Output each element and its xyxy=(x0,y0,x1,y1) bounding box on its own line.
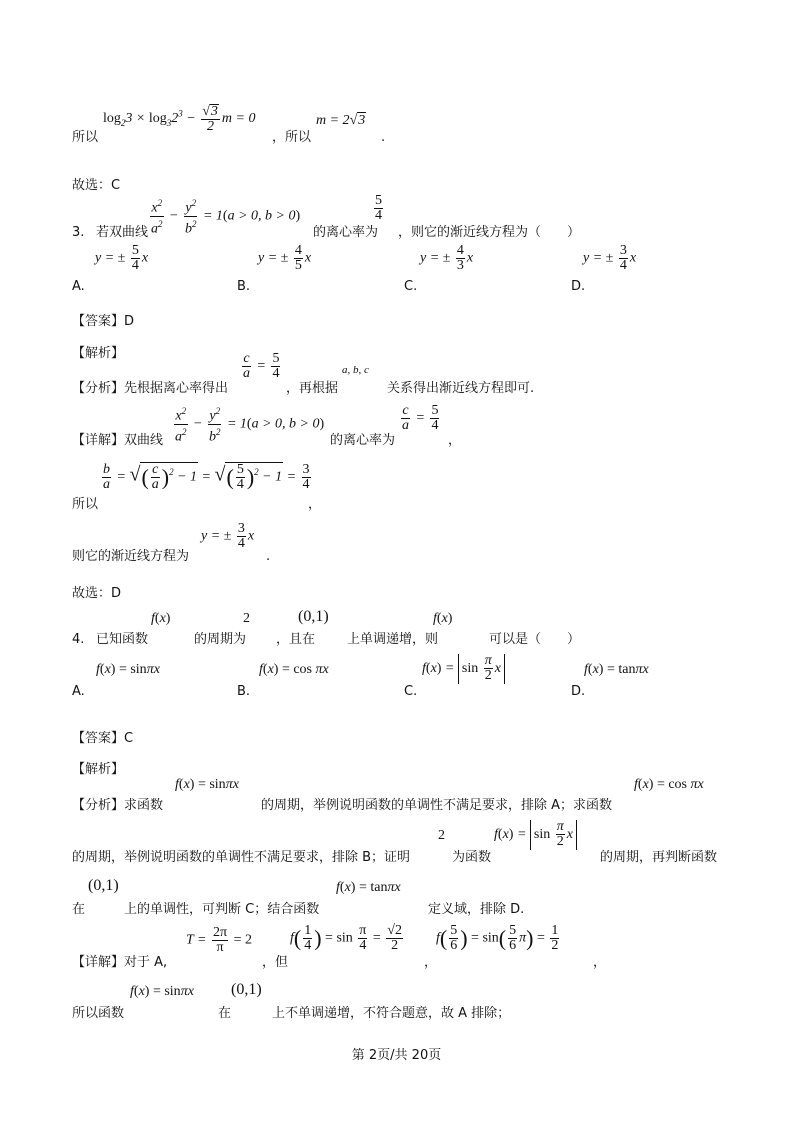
formula-sin-pix: f(x) = sinπx xyxy=(130,984,194,999)
option-label: D. xyxy=(571,279,586,294)
text-line: 【详解】对于 A, xyxy=(72,955,168,970)
formula-hyperbola: $\frac{x^2}{a^2}$ − $\frac{y^2}{b^2}$ = 1(a > 0, b > 0) xyxy=(151,198,301,237)
formula-c-over-a: $\frac{c}{a}$ = $\frac{5}{4}$ xyxy=(243,351,280,381)
text-line: ，且在 xyxy=(276,632,316,647)
formula-hyperbola: $\frac{x^2}{a^2}$ − $\frac{y^2}{b^2}$ = 1(a > 0, b > 0) xyxy=(175,406,325,445)
formula-abs-sin: f(x) = sin $\frac{\pi}{2}$ x xyxy=(494,820,577,850)
option-label: B. xyxy=(237,279,251,294)
formula-f-quarter: f( $\frac{1}{4}$ ) = sin $\frac{\pi}{4}$ = $\frac{√2}{2}$ xyxy=(290,923,402,953)
formula-m-value: m = 2√3 xyxy=(316,113,366,128)
formula-cos-pix: f(x) = cos πx xyxy=(634,777,704,792)
text-line: ， xyxy=(448,433,462,448)
formula-tan-pix: f(x) = tanπx xyxy=(336,880,401,895)
text-line: ，再根据 xyxy=(286,381,339,396)
formula-log-equation: $\log_23 \times \log_32^3$ − $\frac{√3}{2}$ m = 0 xyxy=(103,104,256,134)
question-number: 4. xyxy=(72,632,85,647)
option-formula-a: y = ± $\frac{5}{4}$ x xyxy=(95,243,149,273)
text-line: 的周期，举例说明函数的单调性不满足要求，排除 B；证明 xyxy=(72,850,411,865)
option-formula-d: f(x) = tanπx xyxy=(584,662,649,677)
analysis-heading: 【解析】 xyxy=(72,346,125,361)
option-formula-a: f(x) = sinπx xyxy=(96,662,160,677)
text-line: ， xyxy=(424,955,438,970)
formula-period-t: T = $\frac{2\pi}{\pi}$ = 2 xyxy=(186,925,252,955)
text-line: 为函数 xyxy=(452,850,492,865)
text-line: 的离心率为 xyxy=(330,433,396,448)
formula-asymptote: y = ± $\frac{3}{4}$ x xyxy=(201,521,255,551)
text-line: 若双曲线 xyxy=(96,225,149,240)
option-label: B. xyxy=(237,684,251,699)
text-line: . xyxy=(266,549,271,564)
answer-line: 【答案】D xyxy=(72,314,135,329)
text-line: 上单调递增，则 xyxy=(347,632,439,647)
text-line: 的周期，再判断函数 xyxy=(600,850,718,865)
formula-eccentricity: $\frac{5}{4}$ xyxy=(375,193,382,223)
text-line: ， xyxy=(308,497,322,512)
formula-f-five-sixth: f( $\frac{5}{6}$ ) = sin( $\frac{5}{6}$ π) = $\frac{1}{2}$ xyxy=(436,923,559,953)
text-line: 在 xyxy=(218,1006,232,1021)
analysis-heading: 【解析】 xyxy=(72,762,125,777)
text-line: 的周期，举例说明函数的单调性不满足要求，排除 A；求函数 xyxy=(261,798,613,813)
text-line: 【分析】先根据离心率得出 xyxy=(72,381,229,396)
option-label: C. xyxy=(404,684,418,699)
text-line: ，但 xyxy=(262,955,289,970)
text-line: ，则它的渐近线方程为（ ） xyxy=(398,225,581,240)
text-line: 关系得出渐近线方程即可. xyxy=(387,381,535,396)
text-line: 上的单调性，可判断 C；结合函数 xyxy=(124,902,320,917)
formula-period-two: 2 xyxy=(438,828,445,843)
option-label: C. xyxy=(404,279,418,294)
text-line: 【分析】求函数 xyxy=(72,798,164,813)
formula-fx: f(x) xyxy=(151,611,171,626)
text-line: 的离心率为 xyxy=(313,225,379,240)
formula-b-over-a: $\frac{b}{a}$ = √( $\frac{c}{a}$ )$^2$ − 1 = √( $\frac{5}{4}$ )$^2$ − 1 = $\frac{3}{4}$ xyxy=(103,462,310,492)
text-line: ， xyxy=(593,955,607,970)
text-line: 所以 xyxy=(72,130,99,145)
text-line: . xyxy=(381,130,386,145)
formula-fx: f(x) xyxy=(433,611,453,626)
text-line: 的周期为 xyxy=(194,632,247,647)
text-line: 在 xyxy=(72,902,86,917)
text-line: 已知函数 xyxy=(96,632,149,647)
option-label: D. xyxy=(571,684,586,699)
question-number: 3. xyxy=(72,225,85,240)
formula-interval: (0,1) xyxy=(88,877,119,894)
formula-interval: (0,1) xyxy=(231,981,262,998)
option-formula-c: y = ± $\frac{4}{3}$ x xyxy=(420,243,474,273)
text-line: 可以是（ ） xyxy=(489,632,581,647)
page-footer: 第 2页/共 20页 xyxy=(351,1048,442,1063)
answer-line: 【答案】C xyxy=(72,731,134,746)
text-line: 所以 xyxy=(72,497,99,512)
option-formula-b: f(x) = cos πx xyxy=(259,662,329,677)
formula-interval: (0,1) xyxy=(298,608,329,625)
text-line: ，所以 xyxy=(272,130,312,145)
text-line: 定义域，排除 D. xyxy=(428,902,525,917)
option-label: A. xyxy=(72,684,85,699)
formula-abc: a, b, c xyxy=(342,364,369,376)
text-line: 所以函数 xyxy=(72,1006,125,1021)
text-line: 则它的渐近线方程为 xyxy=(72,549,190,564)
formula-sin-pix: f(x) = sinπx xyxy=(175,777,239,792)
formula-period-two: 2 xyxy=(243,611,250,626)
option-formula-d: y = ± $\frac{3}{4}$ x xyxy=(583,243,637,273)
text-line: 故选：D xyxy=(72,586,122,601)
text-line: 上不单调递增，不符合题意，故 A 排除； xyxy=(272,1006,511,1021)
formula-c-over-a: $\frac{c}{a}$ = $\frac{5}{4}$ xyxy=(402,403,439,433)
option-label: A. xyxy=(72,279,85,294)
text-line: 【详解】双曲线 xyxy=(72,433,164,448)
option-formula-b: y = ± $\frac{4}{5}$ x xyxy=(258,243,312,273)
option-formula-c: f(x) = sin $\frac{\pi}{2}$ x xyxy=(422,654,505,684)
text-line: 故选：C xyxy=(72,178,121,193)
